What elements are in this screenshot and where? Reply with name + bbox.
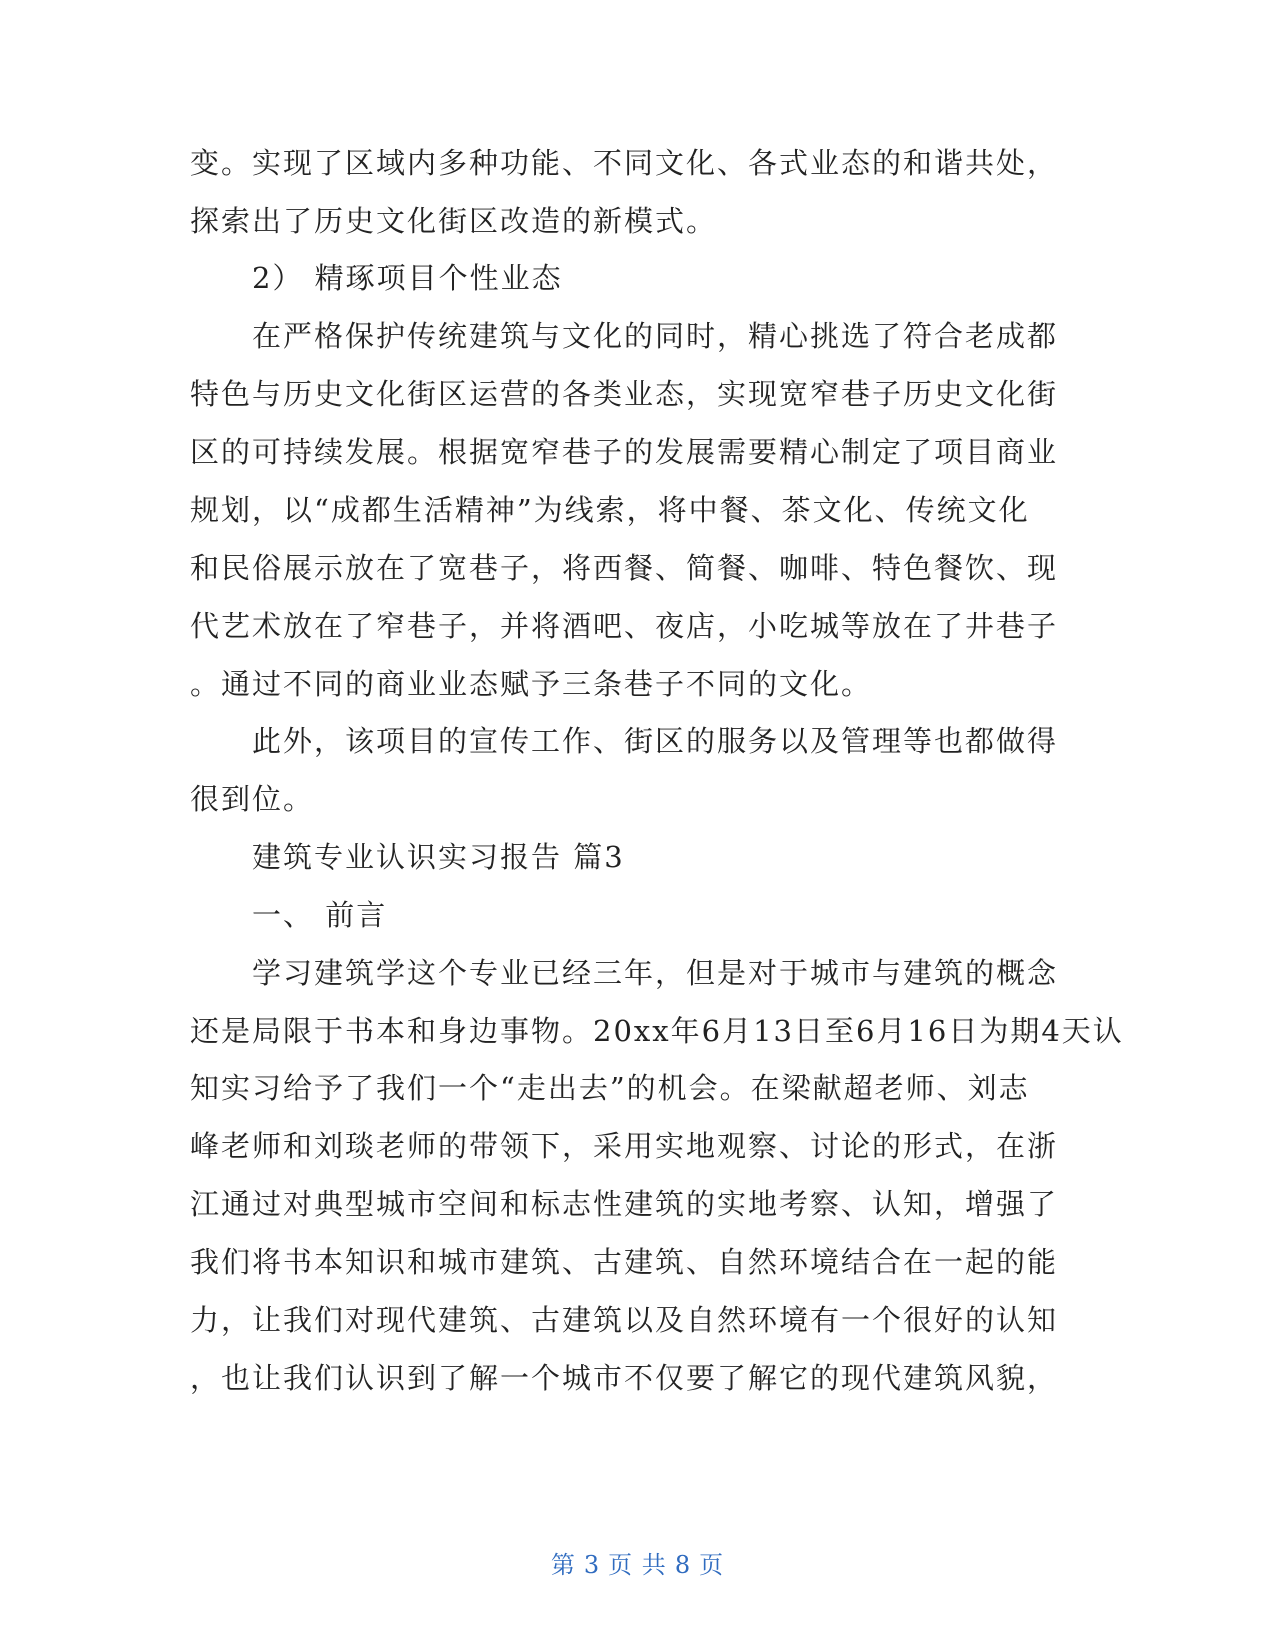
body-text-line: 特色与历史文化街区运营的各类业态，实现宽窄巷子历史文化街	[190, 377, 1059, 411]
footer-page-number: 3	[583, 1551, 601, 1579]
footer-prefix: 第	[550, 1551, 576, 1579]
body-text-line: 代艺术放在了窄巷子，并将酒吧、夜店，小吃城等放在了井巷子	[190, 609, 1059, 643]
body-text-line: ，也让我们认识到了解一个城市不仅要了解它的现代建筑风貌，	[190, 1361, 1059, 1395]
report-title: 建筑专业认识实习报告 篇3	[252, 840, 625, 874]
body-text-line: 变。实现了区域内多种功能、不同文化、各式业态的和谐共处，	[190, 146, 1059, 180]
body-text-line: 在严格保护传统建筑与文化的同时，精心挑选了符合老成都	[252, 319, 1059, 353]
body-text-line: 此外，该项目的宣传工作、街区的服务以及管理等也都做得	[252, 724, 1059, 758]
body-text-line: 知实习给予了我们一个“走出去”的机会。在梁献超老师、刘志	[190, 1071, 1030, 1105]
footer-total-pages: 8	[674, 1551, 692, 1579]
footer-suffix: 页	[699, 1551, 725, 1579]
page-footer	[0, 1545, 1275, 1580]
body-text-line: 。通过不同的商业业态赋予三条巷子不同的文化。	[190, 667, 873, 701]
body-text-line: 力，让我们对现代建筑、古建筑以及自然环境有一个很好的认知	[190, 1303, 1059, 1337]
body-text-line: 还是局限于书本和身边事物。20xx年6月13日至6月16日为期4天认	[190, 1014, 1124, 1048]
body-text-line: 很到位。	[190, 782, 315, 816]
body-text-line: 区的可持续发展。根据宽窄巷子的发展需要精心制定了项目商业	[190, 435, 1059, 469]
body-text-line: 探索出了历史文化街区改造的新模式。	[190, 204, 718, 238]
body-text-line: 我们将书本知识和城市建筑、古建筑、自然环境结合在一起的能	[190, 1245, 1059, 1279]
section-heading: 2） 精琢项目个性业态	[252, 261, 563, 295]
body-text-line: 和民俗展示放在了宽巷子，将西餐、简餐、咖啡、特色餐饮、现	[190, 551, 1059, 585]
body-text-line: 峰老师和刘琰老师的带领下，采用实地观察、讨论的形式，在浙	[190, 1129, 1059, 1163]
body-text-line: 学习建筑学这个专业已经三年，但是对于城市与建筑的概念	[252, 956, 1059, 990]
section-heading: 一、 前言	[252, 898, 388, 932]
body-text-line: 规划，以“成都生活精神”为线索，将中餐、茶文化、传统文化	[190, 493, 1030, 527]
body-text-line: 江通过对典型城市空间和标志性建筑的实地考察、认知，增强了	[190, 1187, 1059, 1221]
footer-middle: 页 共	[608, 1551, 667, 1579]
